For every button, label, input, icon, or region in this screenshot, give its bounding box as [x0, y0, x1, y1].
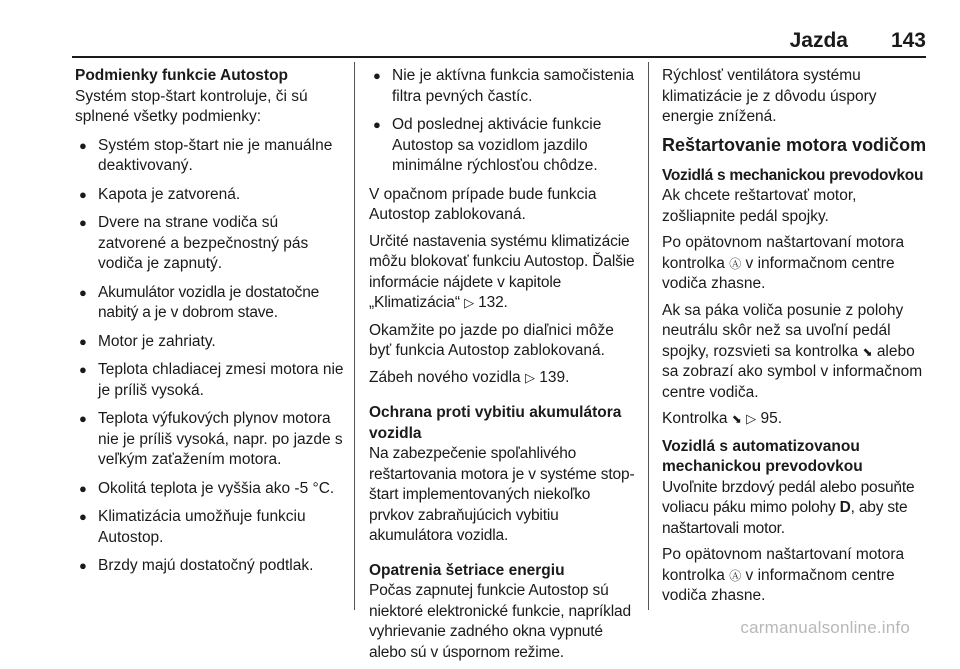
heading-battery-protection: Ochrana proti vybitiu akumulátora vozidla: [369, 404, 622, 442]
reference-arrow-icon: ▷: [746, 412, 757, 427]
heading-autostop-conditions: Podmienky funkcie Autostop: [75, 67, 289, 84]
list-item: ● Brzdy majú dostatočný podtlak.: [75, 556, 345, 577]
paragraph: Po opätovnom naštartovaní motora kontrolka Ⓐ v informačnom centre vodiča zhasne.: [662, 234, 905, 292]
list-item: ● Systém stop-štart nie je manuálne deaktivovaný.: [79, 136, 333, 174]
clutch-indicator-icon: ⬊: [731, 412, 742, 426]
paragraph: Na zabezpečenie spoľahlivého reštartovania motora je v systéme stop-štart implementovaných niekoľko prvkov zabraňujúcich vybitiu akumulátora vozidla.: [369, 445, 635, 544]
column-1: [75, 66, 345, 585]
list-item: ● Teplota výfukových plynov motora nie je príliš vysoká, napr. po jazde s veľkým zaťažením motora.: [79, 410, 343, 468]
list-item: ● Od poslednej aktivácie funkcie Autostop sa vozidlom jazdilo minimálne rýchlosťou chôdze.: [373, 116, 602, 174]
paragraph: Ak chcete reštartovať motor, zošliapnite pedál spojky.: [662, 187, 857, 225]
list-item: ● Teplota chladiacej zmesi motora nie je príliš vysoká.: [79, 361, 344, 399]
heading-automated-transmission: Vozidlá s automatizovanou mechanickou prevodovkou: [662, 437, 863, 475]
paragraph: Kontrolka ⬊ ▷ 95.: [662, 410, 783, 427]
header-divider: [72, 56, 926, 58]
page-reference-link[interactable]: 139.: [539, 368, 570, 386]
list-item: ● Kapota je zatvorená.: [75, 185, 345, 206]
bullet-icon: ●: [79, 558, 87, 573]
paragraph: Počas zapnutej funkcie Autostop sú niektoré elektronické funkcie, napríklad vyhrievanie zadného okna vypnuté alebo sú v úspornom režime.: [369, 582, 631, 661]
bullet-icon: ●: [373, 68, 381, 83]
paragraph: Určité nastavenia systému klimatizácie môžu blokovať funkciu Autostop. Ďalšie informácie nájdete v kapitole „Klimatizácia“ ▷ 132.: [369, 232, 635, 311]
paragraph: Zábeh nového vozidla ▷ 139.: [369, 368, 570, 386]
list-item: ● Akumulátor vozidla je dostatočne nabitý a je v dobrom stave.: [79, 283, 320, 321]
bullet-icon: ●: [79, 362, 87, 377]
column-divider: [354, 62, 355, 610]
heading-manual-transmission: Vozidlá s mechanickou prevodovkou: [662, 166, 924, 184]
conditions-list: [75, 136, 345, 577]
bullet-icon: ●: [79, 215, 87, 230]
list-item: ● Okolitá teplota je vyššia ako -5 °C.: [75, 479, 345, 500]
reference-arrow-icon: ▷: [524, 370, 535, 386]
section-title: Jazda: [789, 29, 848, 52]
bullet-icon: ●: [79, 509, 87, 524]
bullet-icon: ●: [79, 333, 87, 349]
heading-driver-restart: Reštartovanie motora vodičom: [662, 134, 927, 155]
heading-energy-saving: Opatrenia šetriace energiu: [369, 561, 565, 579]
autostop-indicator-icon: Ⓐ: [729, 256, 742, 271]
bullet-icon: ●: [79, 137, 87, 153]
paragraph: V opačnom prípade bude funkcia Autostop zablokovaná.: [369, 185, 597, 223]
paragraph: Systém stop-štart kontroluje, či sú splnené všetky podmienky:: [75, 87, 308, 125]
bullet-icon: ●: [373, 117, 381, 132]
paragraph: Rýchlosť ventilátora systému klimatizácie je z dôvodu úspory energie znížená.: [662, 67, 877, 125]
watermark: carmanualsonline.info: [740, 617, 910, 637]
column-3: [662, 66, 930, 613]
conditions-list-continued: [369, 66, 637, 177]
paragraph: Uvoľnite brzdový pedál alebo posuňte voliacu páku mimo polohy D, aby ste naštartovali motor.: [662, 478, 915, 537]
clutch-indicator-icon: ⬊: [862, 344, 873, 359]
page-reference-link[interactable]: 132.: [478, 294, 508, 311]
bullet-icon: ●: [79, 284, 87, 300]
list-item: ● Motor je zahriaty.: [75, 332, 345, 353]
column-divider: [648, 62, 649, 610]
paragraph: Ak sa páka voliča posunie z polohy neutrálu skôr než sa uvoľní pedál spojky, rozsvieti sa kontrolka ⬊ alebo sa zobrazí ako symbol v informačnom centre vodiča.: [662, 301, 923, 401]
paragraph: Okamžite po jazde po diaľnici môže byť funkcia Autostop zablokovaná.: [369, 321, 614, 359]
list-item: ● Klimatizácia umožňuje funkciu Autostop.: [79, 508, 306, 546]
page-number: 143: [890, 29, 926, 52]
autostop-indicator-icon: Ⓐ: [729, 568, 742, 583]
page-reference-link[interactable]: 95.: [760, 410, 783, 427]
bullet-icon: ●: [79, 411, 87, 426]
page-header: [0, 0, 960, 56]
list-item: ● Nie je aktívna funkcia samočistenia filtra pevných častíc.: [373, 67, 635, 105]
list-item: ● Dvere na strane vodiča sú zatvorené a bezpečnostný pás vodiča je zapnutý.: [79, 214, 309, 272]
paragraph: Po opätovnom naštartovaní motora kontrolka Ⓐ v informačnom centre vodiča zhasne.: [662, 546, 905, 604]
bullet-icon: ●: [79, 480, 87, 496]
bullet-icon: ●: [79, 186, 87, 202]
reference-arrow-icon: ▷: [464, 296, 474, 311]
gear-position-label: D: [839, 499, 851, 516]
column-2: [369, 66, 637, 669]
